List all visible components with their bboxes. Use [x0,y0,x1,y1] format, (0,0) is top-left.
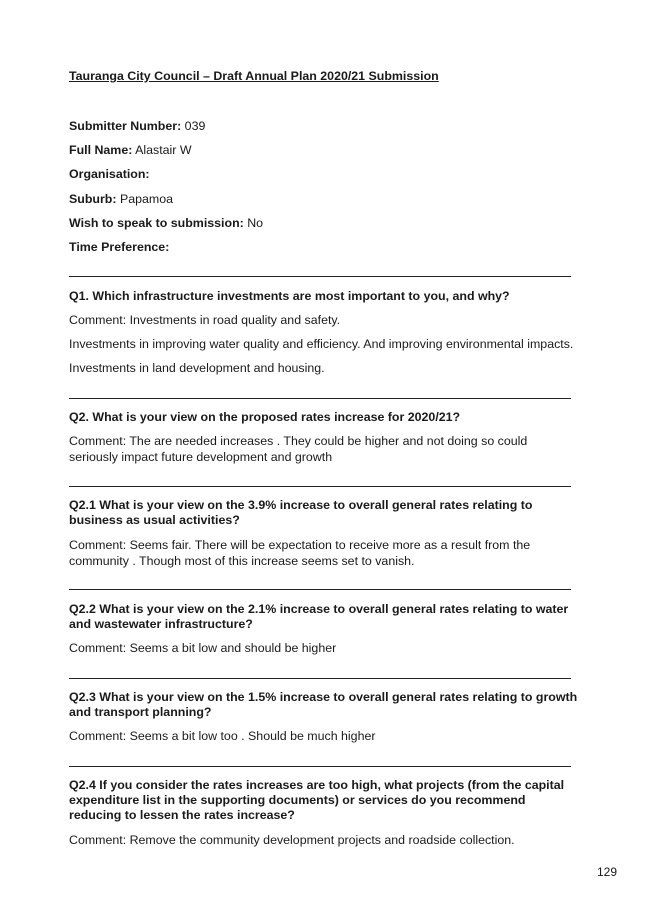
wish-to-speak [69,216,263,231]
comment-q2: Comment: The are needed increases . They could be higher and not doing so could seriously impact future development and growth [69,434,528,464]
comment-q1-line-3: Investments in land development and housing. [69,361,325,375]
submitter-number [69,119,205,134]
time-preference-label: Time Preference: [69,240,170,254]
document-title: Tauranga City Council – Draft Annual Plan 2020/21 Submission [69,69,439,83]
comment-q2-1: Comment: Seems fair. There will be expectation to receive more as a result from the community . Though most of this increase seems set to vanish. [69,538,531,568]
section-divider [69,398,571,399]
question-q2-1: Q2.1 What is your view on the 3.9% increase to overall general rates relating to business as usual activities? [69,498,533,527]
wish-to-speak-value: No [247,216,264,230]
submitter-number-label: Submitter Number: [69,119,182,133]
full-name-label: Full Name: [69,143,133,157]
submitter-number-value: 039 [184,119,206,133]
comment-q2-2: Comment: Seems a bit low and should be higher [69,641,337,655]
section-divider [69,766,571,767]
question-q2-4: Q2.4 If you consider the rates increases are too high, what projects (from the capital expenditure list in the supporting documents) or services do you recommend reducing to lessen the rates increase? [69,778,565,822]
question-q2: Q2. What is your view on the proposed rates increase for 2020/21? [69,410,461,424]
suburb-label: Suburb: [69,192,117,206]
section-divider [69,678,571,679]
comment-q2-3: Comment: Seems a bit low too . Should be much higher [69,729,376,743]
section-divider [69,589,571,590]
section-divider [69,276,571,277]
comment-q1-line-2: Investments in improving water quality and efficiency. And improving environmental impacts. [69,337,574,351]
full-name-value: Alastair W [135,143,192,157]
suburb-value: Papamoa [119,192,173,206]
organisation [69,167,150,182]
wish-to-speak-label: Wish to speak to submission: [69,216,244,230]
question-q2-2: Q2.2 What is your view on the 2.1% increase to overall general rates relating to water and wastewater infrastructure? [69,602,569,631]
time-preference [69,240,169,255]
section-divider [69,486,571,487]
comment-q2-4: Comment: Remove the community development projects and roadside collection. [69,833,515,847]
suburb [69,192,173,207]
organisation-label: Organisation: [69,167,150,181]
question-q1: Q1. Which infrastructure investments are most important to you, and why? [69,289,510,303]
question-q2-3: Q2.3 What is your view on the 1.5% increase to overall general rates relating to growth and transport planning? [69,690,578,719]
page-number: 129 [597,865,618,879]
comment-q1-line-1: Comment: Investments in road quality and safety. [69,313,341,327]
full-name [69,143,192,158]
